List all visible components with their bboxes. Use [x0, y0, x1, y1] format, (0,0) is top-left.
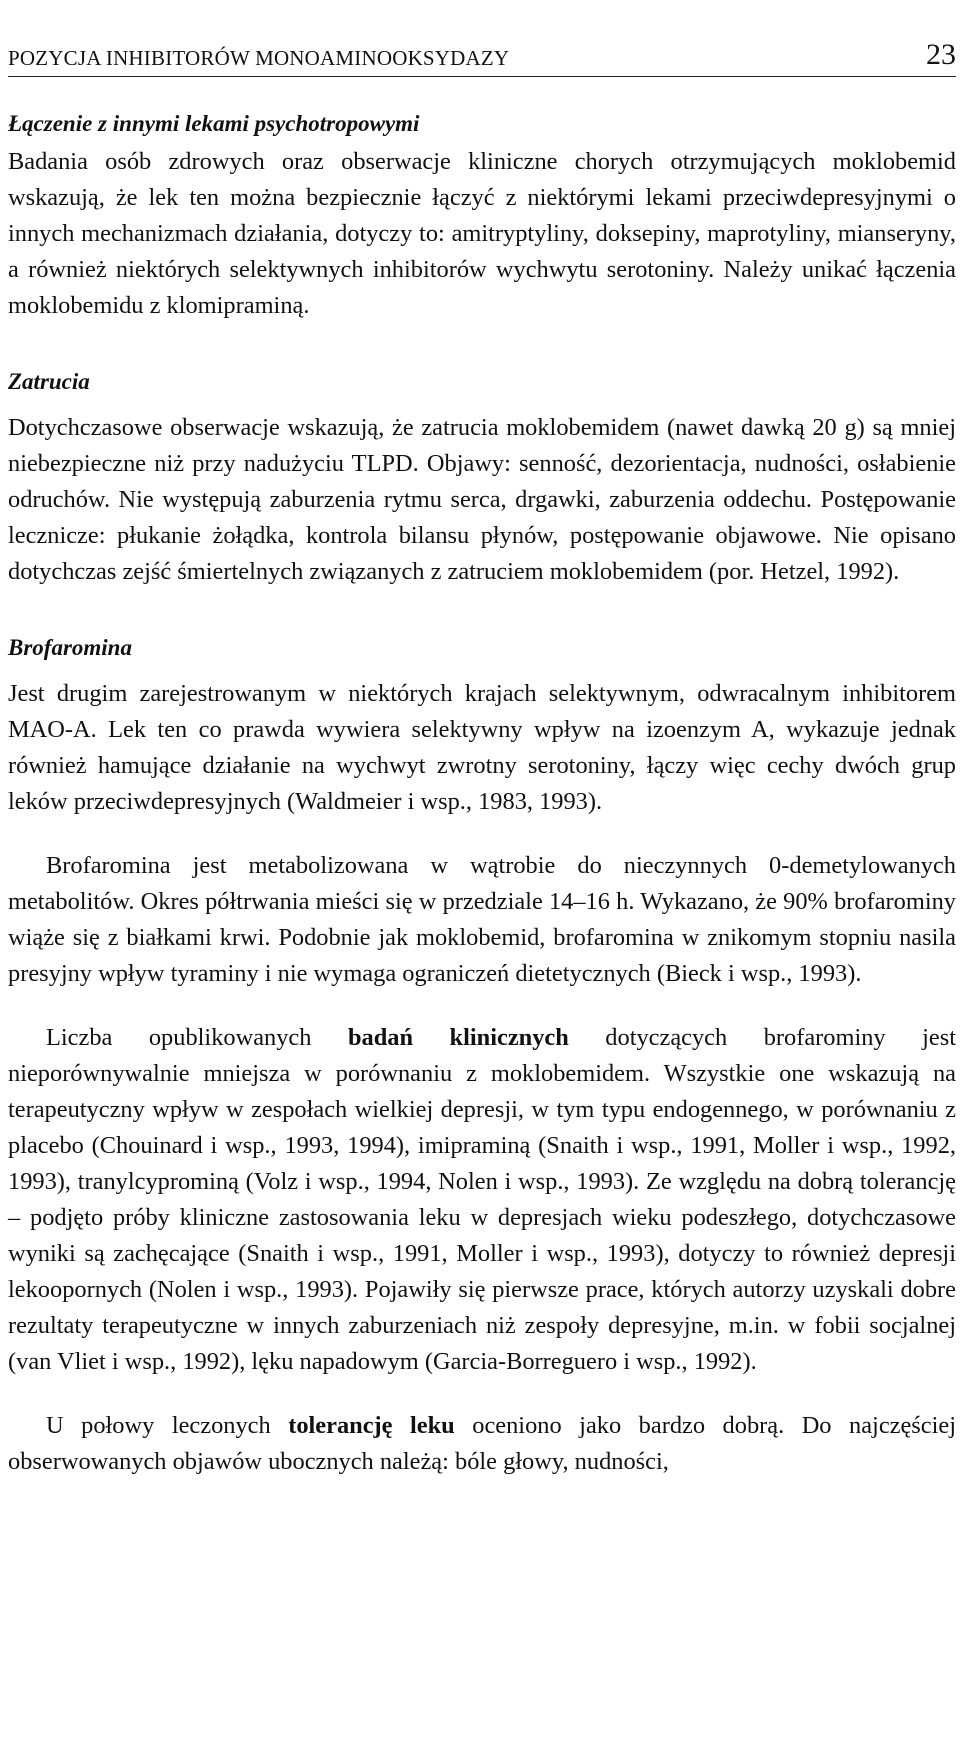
paragraph-interactions: Badania osób zdrowych oraz obserwacje kliniczne chorych otrzymujących moklobemid wskazują, że lek ten można bezpiecznie łączyć z niektórymi lekami przeciwdepresyjnymi o innych mechanizmach działania, dotyczy to: amitryptyliny, doksepiny, maprotyliny, mianseryny, a również niektórych selektywnych inhibitorów wychwytu serotoniny. Należy unikać łączenia moklobemidu z klomipraminą.	[8, 148, 956, 319]
section-heading-poisoning: Zatrucia	[8, 369, 90, 394]
paragraph-poisoning: Dotychczasowe obserwacje wskazują, że zatrucia moklobemidem (nawet dawką 20 g) są mniej niebezpieczne niż przy nadużyciu TLPD. Objawy: senność, dezorientacja, nudności, osłabienie odruchów. Nie występują zaburzenia rytmu serca, drgawki, zaburzenia oddechu. Postępowanie lecznicze: płukanie żołądka, kontrola bilansu płynów, postępowanie objawowe. Nie opisano dotychczas zejść śmiertelnych związanych z zatruciem moklobemidem (por. Hetzel, 1992).	[8, 414, 956, 585]
section-heading-interactions: Łączenie z innymi lekami psychotropowymi	[8, 111, 420, 136]
running-title: POZYCJA INHIBITORÓW MONOAMINOOKSYDAZY	[8, 46, 510, 70]
tolerance-text-start: U połowy leczonych	[46, 1412, 289, 1439]
clinical-trials-text-rest: dotyczących brofarominy jest nieporównywalnie mniejsza w porównaniu z moklobemidem. Wszystkie one wskazują na terapeutyczny wpływ w zespołach wielkiej depresji, w tym typu endogennego, w porównaniu z placebo (Chouinard i wsp., 1993, 1994), imipraminą (Snaith i wsp., 1991, Moller i wsp., 1992, 1993), tranylcyprominą (Volz i wsp., 1994, Nolen i wsp., 1993). Ze względu na dobrą tolerancję – podjęto próby kliniczne zastosowania leku w depresjach wieku podeszłego, dotychczasowe wyniki są zachęcające (Snaith i wsp., 1991, Moller i wsp., 1993), dotyczy to również depresji lekoopornych (Nolen i wsp., 1993). Pojawiły się pierwsze prace, których autorzy uzyskali dobre rezultaty terapeutyczne w innych zaburzeniach niż zespoły depresyjne, m.in. w fobii socjalnej (van Vliet i wsp., 1992), lęku napadowym (Garcia-Borreguero i wsp., 1992).	[8, 1024, 956, 1375]
paragraph-brofaromine-metabolism: Brofaromina jest metabolizowana w wątrobie do nieczynnych 0-demetylowanych metabolitów. Okres półtrwania mieści się w przedziale 14–16 h. Wykazano, że 90% brofarominy wiąże się z białkami krwi. Podobnie jak moklobemid, brofaromina w znikomym stopniu nasila presyjny wpływ tyraminy i nie wymaga ograniczeń dietetycznych (Bieck i wsp., 1993).	[8, 852, 956, 987]
paragraph-brofaromine-intro: Jest drugim zarejestrowanym w niektórych krajach selektywnym, odwracalnym inhibitorem MAO-A. Lek ten co prawda wywiera selektywny wpływ na izoenzym A, wykazuje jednak również hamujące działanie na wychwyt zwrotny serotoniny, łączy więc cechy dwóch grup leków przeciwdepresyjnych (Waldmeier i wsp., 1983, 1993).	[8, 680, 956, 815]
tolerance-bold-term: tolerancję leku	[288, 1412, 455, 1439]
paragraph-clinical-trials	[8, 1020, 956, 1380]
page-number: 23	[926, 38, 956, 71]
section-heading-brofaromine: Brofaromina	[8, 635, 132, 660]
document-body	[8, 104, 956, 1480]
tolerance-text-rest: oceniono jako bardzo dobrą. Do najczęściej obserwowanych objawów ubocznych należą: bóle głowy, nudności,	[8, 1412, 956, 1475]
running-header	[8, 38, 956, 77]
clinical-trials-bold-term: badań klinicznych	[347, 1024, 569, 1051]
clinical-trials-text-start: Liczba opublikowanych	[46, 1024, 348, 1051]
paragraph-tolerance	[8, 1408, 956, 1480]
document-page	[8, 0, 956, 1737]
